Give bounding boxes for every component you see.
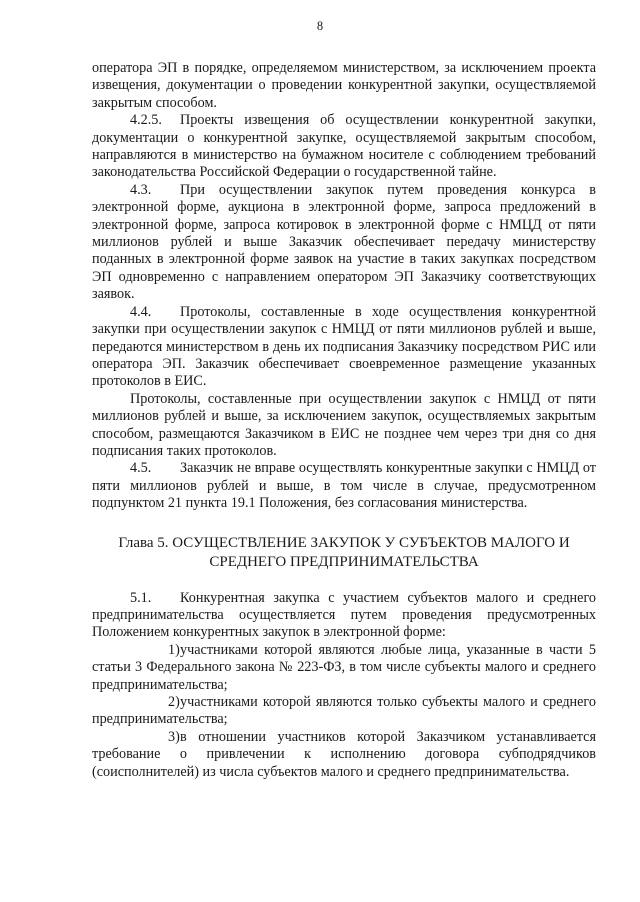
paragraph-text: оператора ЭП в порядке, определяемом министерством, за исключением проекта извещения, документации о проведении конкурентной закупки, осуществляемой закрытым способом. — [92, 60, 596, 111]
list-item-number: 2) — [168, 694, 180, 710]
list-item — [92, 729, 596, 781]
paragraph-text: Конкурентная закупка с участием субъектов малого и среднего предпринимательства осуществляется путем проведения предусмотренных Положением конкурентных закупок в электронной форме: — [92, 589, 596, 641]
paragraph-text: Заказчик не вправе осуществлять конкурентные закупки с НМЦД от пяти миллионов рублей и выше, в том числе в случае, предусмотренном подпунктом 21 пункта 19.1 Положения, без согласования министерства. — [92, 460, 596, 512]
paragraph-number: 4.4. — [130, 303, 152, 320]
paragraph-4-4 — [92, 304, 596, 391]
list-item-text: участниками которой являются любые лица, указанные в части 5 статьи 3 Федерального закона № 223-ФЗ, в том числе субъекты малого и среднего предпринимательства; — [92, 641, 596, 693]
paragraph-5-1 — [92, 590, 596, 642]
paragraph-text: Протоколы, составленные при осуществлении закупок с НМЦД от пяти миллионов рублей и выше, за исключением закупок, осуществляемых закрытым способом, размещаются Заказчиком в ЕИС не позднее чем через три дня со дня подписания таких протоколов. — [92, 390, 596, 459]
page-number: 8 — [316, 19, 324, 33]
list-item-number: 1) — [168, 641, 180, 658]
paragraph-number: 4.2.5. — [130, 112, 162, 129]
paragraph-number: 5.1. — [130, 589, 152, 606]
paragraph-number: 4.5. — [130, 460, 152, 477]
chapter-title: Глава 5. ОСУЩЕСТВЛЕНИЕ ЗАКУПОК У СУБЪЕКТОВ МАЛОГО И СРЕДНЕГО ПРЕДПРИНИМАТЕЛЬСТВА — [118, 534, 570, 570]
paragraph-number: 4.3. — [130, 181, 152, 198]
paragraph-text: Проекты извещения об осуществлении конкурентной закупки, документации о конкурентной закупке, осуществляемой закрытым способом, направляются в министерство на бумажном носителе с соблюдением требований законодательства Российской Федерации о государственной тайне. — [92, 112, 596, 181]
list-item-text: участниками которой являются только субъекты малого и среднего предпринимательства; — [92, 694, 596, 728]
list-item — [92, 642, 596, 694]
list-item — [92, 694, 596, 729]
list-item-text: в отношении участников которой Заказчиком устанавливается требование о привлечении к исполнению договора субподрядчиков (соисполнителей) из числа субъектов малого и среднего предпринимательства. — [92, 728, 596, 780]
paragraph-text: При осуществлении закупок путем проведения конкурса в электронной форме, аукциона в электронной форме, запроса предложений в электронной форме, запроса котировок в электронной форме с НМЦД от пяти миллионов рублей и выше Заказчик обеспечивает передачу министерству поданных в электронной форме заявок на участие в таких закупках посредством ЭП одновременно с направлением оператором ЭП Заказчику соответствующих заявок. — [92, 181, 596, 303]
paragraph-4-5 — [92, 460, 596, 512]
paragraph-4-2-5 — [92, 112, 596, 182]
paragraph-continuation — [92, 60, 596, 112]
list-item-number: 3) — [168, 728, 180, 745]
paragraph-protocols — [92, 391, 596, 461]
paragraph-text: Протоколы, составленные в ходе осуществления конкурентной закупки при осуществлении закупок с НМЦД от пяти миллионов рублей и выше, передаются министерством в день их подписания Заказчику посредством РИС или оператора ЭП. Заказчик обеспечивает своевременное размещение указанных протоколов в ЕИС. — [92, 303, 596, 390]
document-body — [92, 60, 596, 781]
paragraph-4-3 — [92, 182, 596, 304]
